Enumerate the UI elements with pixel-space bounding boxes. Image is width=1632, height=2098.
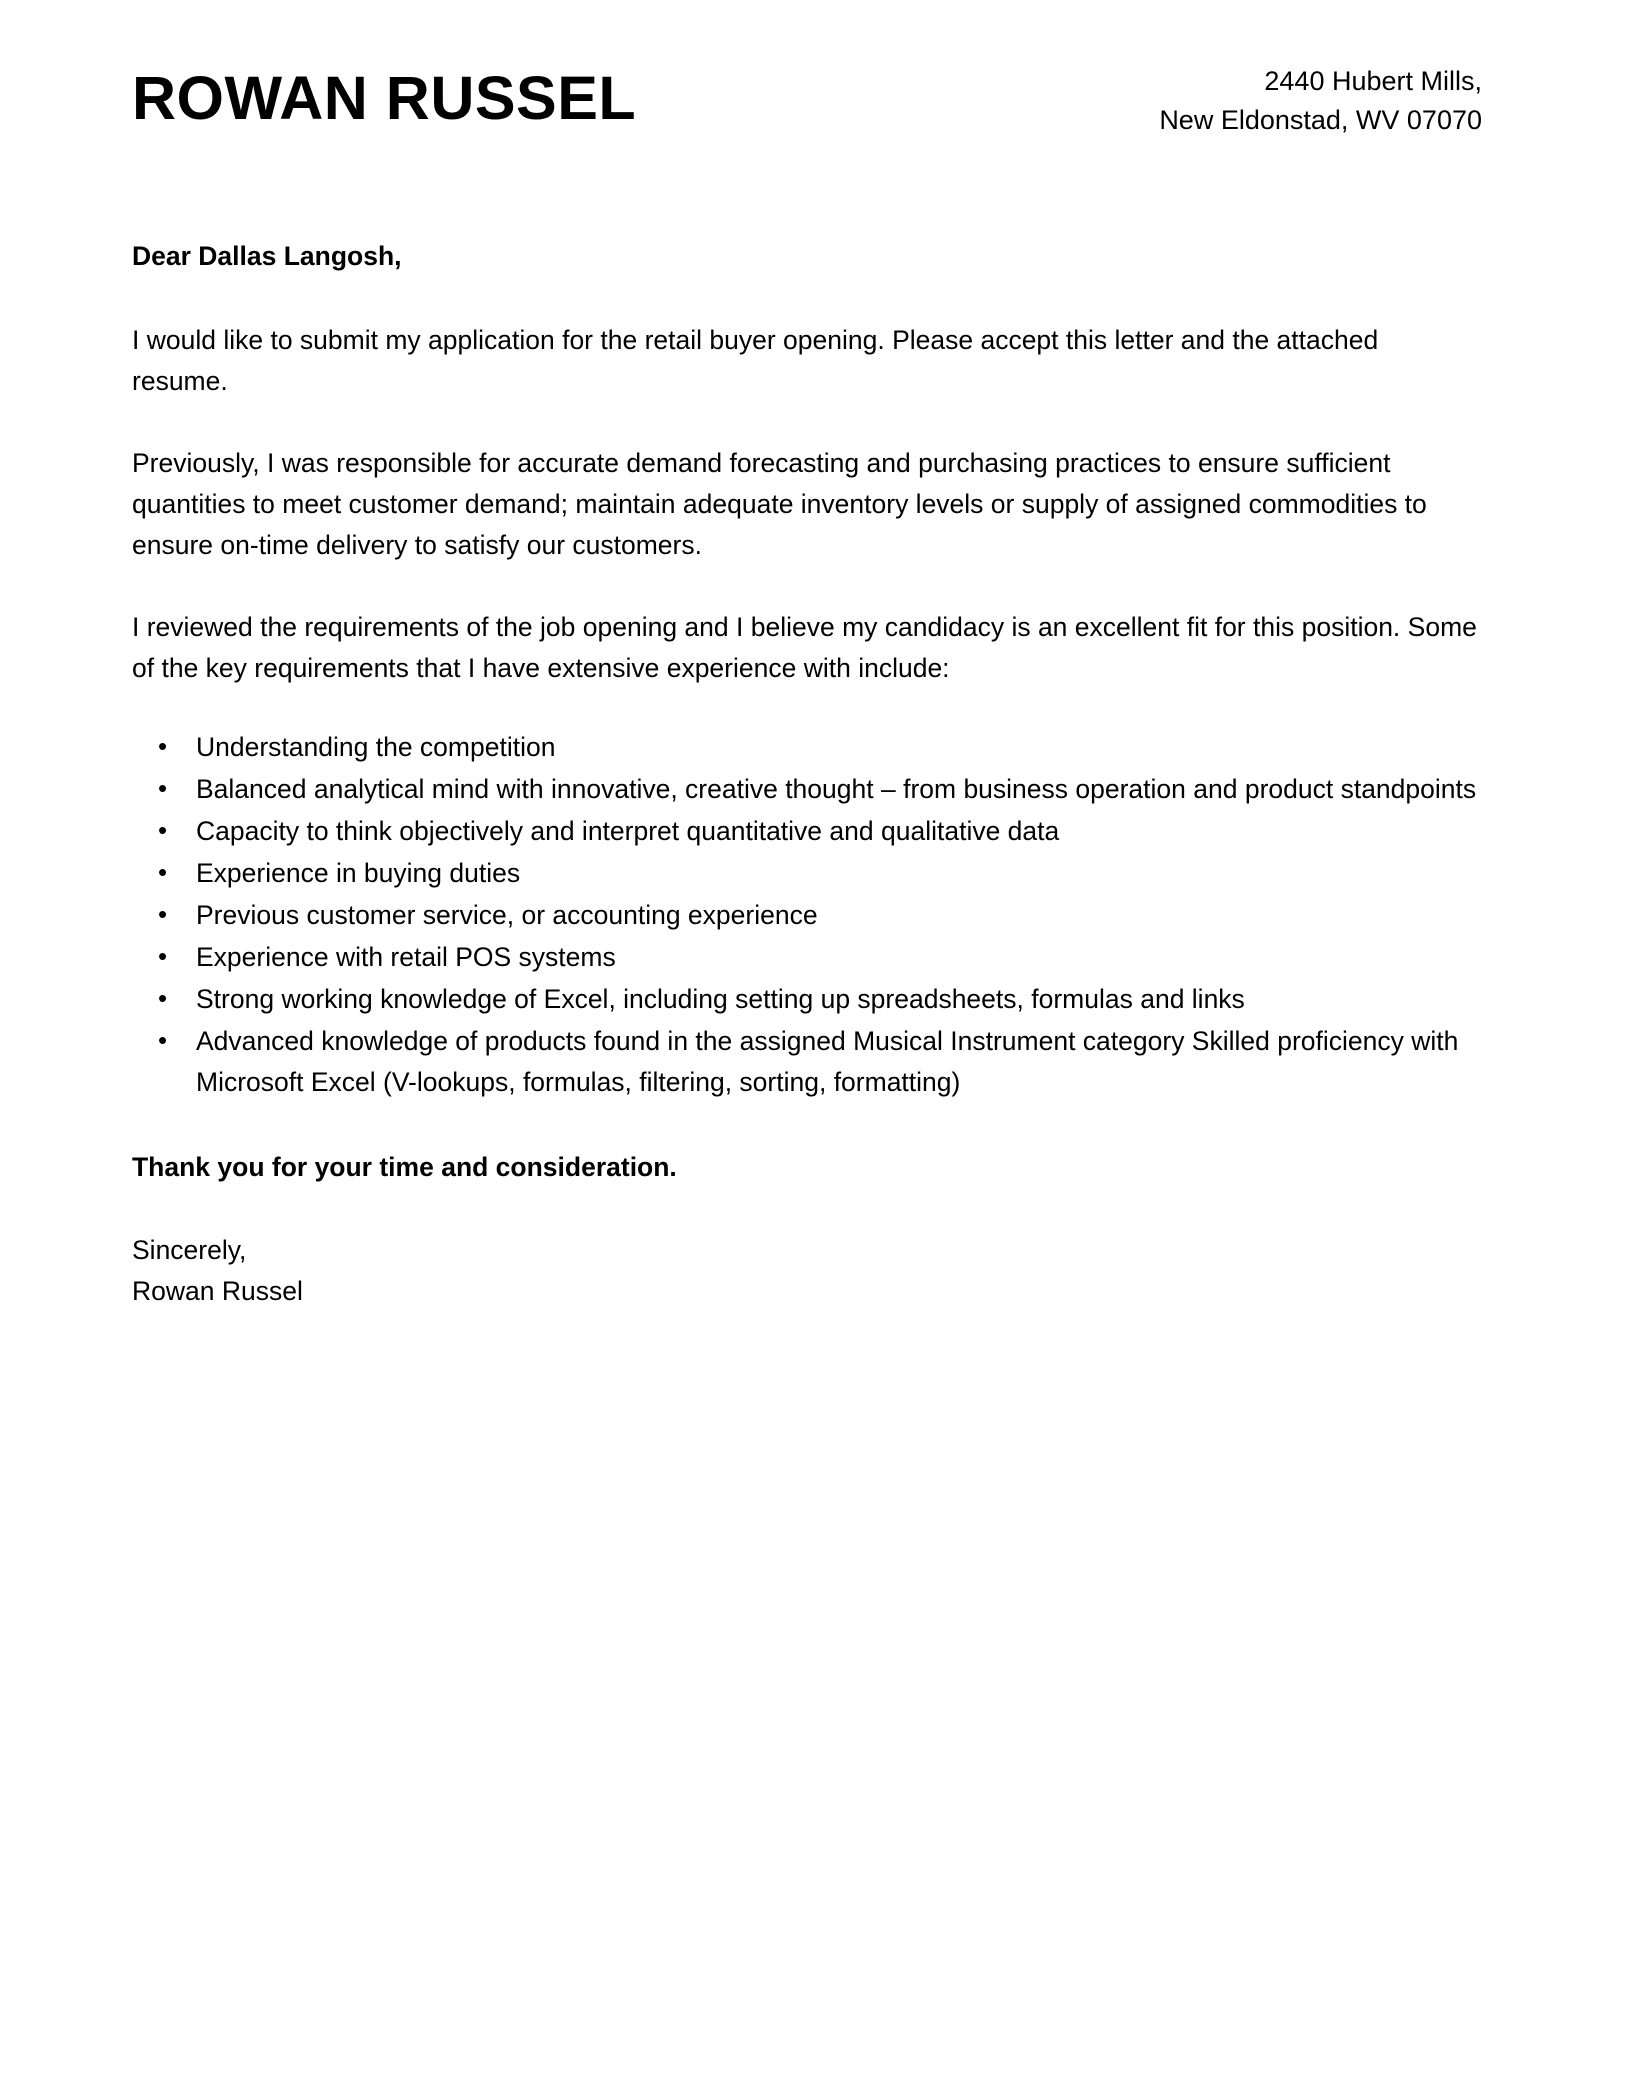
list-item: • Experience in buying duties (158, 853, 1478, 894)
list-item: • Balanced analytical mind with innovative, creative thought – from business operation and product standpoints (158, 769, 1478, 810)
requirements-list (132, 727, 1478, 1103)
list-item: • Capacity to think objectively and interpret quantitative and qualitative data (158, 811, 1478, 852)
address-line-city-state-zip: New Eldonstad, WV 07070 (1159, 105, 1482, 135)
sender-address-block (1159, 56, 1482, 140)
address-line-street: 2440 Hubert Mills, (1264, 66, 1482, 96)
body-paragraph-1: I would like to submit my application for the retail buyer opening. Please accept this letter and the attached resume. (132, 325, 1379, 396)
list-item: • Strong working knowledge of Excel, including setting up spreadsheets, formulas and links (158, 979, 1478, 1020)
candidate-name: ROWAN RUSSEL (132, 64, 637, 132)
sign-off: Sincerely, (132, 1235, 247, 1265)
list-item: • Experience with retail POS systems (158, 937, 1478, 978)
signature-name: Rowan Russel (132, 1276, 303, 1306)
list-item: • Previous customer service, or accounting experience (158, 895, 1478, 936)
salutation: Dear Dallas Langosh, (132, 241, 402, 271)
letter-body (132, 236, 1482, 1312)
list-item: • Understanding the competition (158, 727, 1478, 768)
body-paragraph-2: Previously, I was responsible for accurate demand forecasting and purchasing practices to ensure sufficient quantities to meet customer demand; maintain adequate inventory levels or supply of assigned commodities to ensure on-time delivery to satisfy our customers. (132, 448, 1427, 560)
letter-header (132, 0, 1482, 150)
signature-block (132, 1230, 1482, 1312)
closing-thanks: Thank you for your time and consideration. (132, 1152, 677, 1182)
letter-content (132, 0, 1482, 1312)
body-paragraph-3: I reviewed the requirements of the job opening and I believe my candidacy is an excellent fit for this position. Some of the key requirements that I have extensive experience with include: (132, 612, 1477, 683)
list-item: • Advanced knowledge of products found in the assigned Musical Instrument category Skilled proficiency with Microsoft Excel (V-lookups, formulas, filtering, sorting, formatting) (158, 1021, 1478, 1103)
